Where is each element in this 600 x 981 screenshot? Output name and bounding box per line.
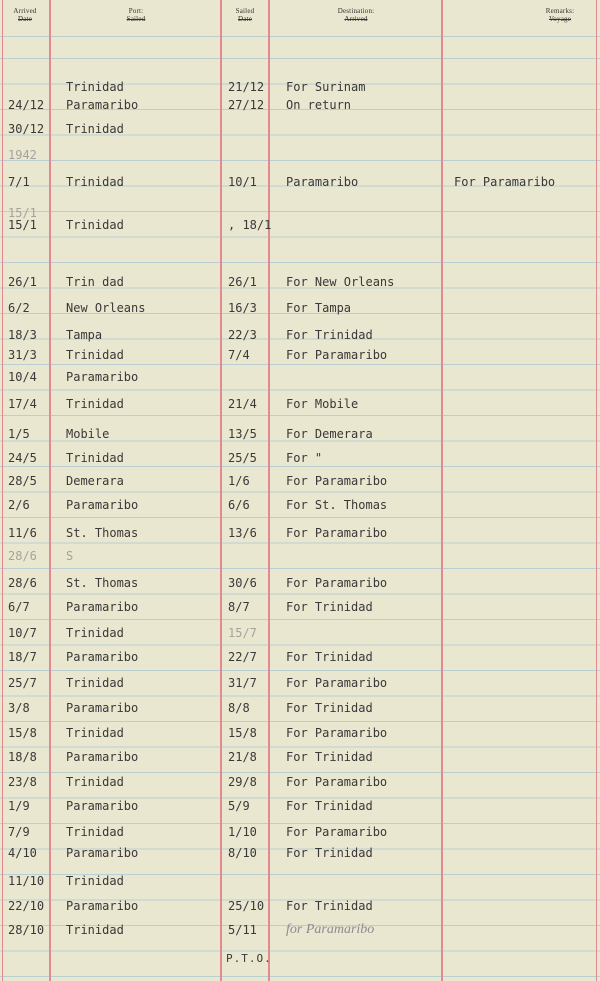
cell-arrived: 30/12 [8, 122, 45, 136]
cell-remarks: For Paramaribo [454, 175, 556, 189]
cell-port: Trinidad [66, 676, 124, 690]
cell-sailed: 7/4 [228, 348, 250, 362]
cell-port: St. Thomas [66, 526, 139, 540]
cell-destination: For Paramaribo [286, 825, 388, 839]
cell-sailed: 15/7 [228, 626, 257, 640]
cell-sailed: 10/1 [228, 175, 257, 189]
cell-arrived: 6/7 [8, 600, 30, 614]
cell-sailed: 22/3 [228, 328, 257, 342]
cell-arrived: 1/9 [8, 799, 30, 813]
cell-sailed: 5/9 [228, 799, 250, 813]
cell-arrived: 15/1 [8, 206, 37, 220]
cell-sailed: 21/8 [228, 750, 257, 764]
cell-sailed: 1/6 [228, 474, 250, 488]
cell-destination: For " [286, 451, 323, 465]
cell-port: Paramaribo [66, 498, 139, 512]
column-rule [268, 0, 270, 981]
cell-sailed: 21/4 [228, 397, 257, 411]
cell-destination: For Trinidad [286, 328, 373, 342]
cell-destination: For St. Thomas [286, 498, 388, 512]
cell-sailed: 8/7 [228, 600, 250, 614]
cell-arrived: 2/6 [8, 498, 30, 512]
cell-port: Paramaribo [66, 701, 139, 715]
cell-port: Paramaribo [66, 899, 139, 913]
header-sailed: Sailed Date [235, 7, 255, 23]
column-rule [2, 0, 3, 981]
cell-port: S [66, 549, 74, 563]
cell-port: Paramaribo [66, 370, 139, 384]
cell-port: Paramaribo [66, 98, 139, 112]
cell-arrived: 24/12 [8, 98, 45, 112]
cell-sailed: 16/3 [228, 301, 257, 315]
cell-port: Demerara [66, 474, 124, 488]
cell-sailed: 25/10 [228, 899, 265, 913]
pto-note: P.T.O. [226, 952, 272, 965]
cell-sailed: 30/6 [228, 576, 257, 590]
cell-port: Paramaribo [66, 799, 139, 813]
cell-arrived: 28/6 [8, 576, 37, 590]
cell-destination: For Trinidad [286, 799, 373, 813]
cell-sailed: 6/6 [228, 498, 250, 512]
cell-arrived: 17/4 [8, 397, 37, 411]
cell-sailed: 8/8 [228, 701, 250, 715]
cell-port: Tampa [66, 328, 103, 342]
cell-port: Paramaribo [66, 750, 139, 764]
cell-destination: For Paramaribo [286, 775, 388, 789]
cell-sailed: 8/10 [228, 846, 257, 860]
cell-sailed: 13/5 [228, 427, 257, 441]
cell-destination: For Demerara [286, 427, 373, 441]
cell-arrived: 31/3 [8, 348, 37, 362]
cell-arrived: 22/10 [8, 899, 45, 913]
cell-arrived: 25/7 [8, 676, 37, 690]
cell-destination: for Paramaribo [286, 922, 375, 937]
cell-sailed: 13/6 [228, 526, 257, 540]
cell-arrived: 7/9 [8, 825, 30, 839]
cell-arrived: 1942 [8, 148, 37, 162]
cell-destination: For Trinidad [286, 899, 373, 913]
cell-sailed: 21/12 [228, 80, 265, 94]
cell-port: Mobile [66, 427, 110, 441]
column-rule [441, 0, 443, 981]
cell-sailed: , 18/1 [228, 218, 272, 232]
cell-sailed: 22/7 [228, 650, 257, 664]
cell-port: Trinidad [66, 175, 124, 189]
cell-arrived: 6/2 [8, 301, 30, 315]
cell-destination: For Tampa [286, 301, 352, 315]
cell-arrived: 11/6 [8, 526, 37, 540]
cell-sailed: 25/5 [228, 451, 257, 465]
header-row [0, 0, 600, 37]
cell-destination: For Trinidad [286, 650, 373, 664]
cell-arrived: 28/5 [8, 474, 37, 488]
column-rule [596, 0, 597, 981]
cell-arrived: 7/1 [8, 175, 30, 189]
cell-arrived: 10/4 [8, 370, 37, 384]
cell-destination: For Paramaribo [286, 676, 388, 690]
cell-arrived: 18/7 [8, 650, 37, 664]
cell-arrived: 28/6 [8, 549, 37, 563]
cell-sailed: 1/10 [228, 825, 257, 839]
column-rule [220, 0, 222, 981]
cell-arrived: 23/8 [8, 775, 37, 789]
header-remarks: Remarks: Voyage [545, 7, 575, 23]
cell-port: Trinidad [66, 775, 124, 789]
cell-port: Trinidad [66, 397, 124, 411]
cell-destination: On return [286, 98, 352, 112]
cell-port: Trinidad [66, 348, 124, 362]
cell-arrived: 18/8 [8, 750, 37, 764]
cell-arrived: 18/3 [8, 328, 37, 342]
cell-port: Paramaribo [66, 846, 139, 860]
cell-arrived: 11/10 [8, 874, 45, 888]
cell-destination: For Paramaribo [286, 726, 388, 740]
cell-destination: For Trinidad [286, 750, 373, 764]
cell-arrived: 24/5 [8, 451, 37, 465]
cell-port: Trinidad [66, 451, 124, 465]
cell-port: Paramaribo [66, 600, 139, 614]
cell-destination: For Mobile [286, 397, 359, 411]
cell-port: Trinidad [66, 726, 124, 740]
cell-sailed: 26/1 [228, 275, 257, 289]
cell-destination: For New Orleans [286, 275, 395, 289]
header-arrived: Arrived Date [13, 7, 37, 23]
cell-sailed: 31/7 [228, 676, 257, 690]
cell-port: St. Thomas [66, 576, 139, 590]
cell-port: Trinidad [66, 80, 124, 94]
cell-port: Trinidad [66, 218, 124, 232]
cell-arrived: 3/8 [8, 701, 30, 715]
cell-sailed: 27/12 [228, 98, 265, 112]
cell-port: Trinidad [66, 874, 124, 888]
cell-arrived: 28/10 [8, 923, 45, 937]
cell-sailed: 29/8 [228, 775, 257, 789]
cell-port: Trinidad [66, 825, 124, 839]
cell-arrived: 15/1 [8, 218, 37, 232]
cell-port: Trinidad [66, 923, 124, 937]
cell-sailed: 5/11 [228, 923, 257, 937]
cell-destination: Paramaribo [286, 175, 359, 189]
cell-arrived: 26/1 [8, 275, 37, 289]
cell-destination: For Trinidad [286, 701, 373, 715]
cell-destination: For Trinidad [286, 846, 373, 860]
cell-destination: For Paramaribo [286, 348, 388, 362]
cell-destination: For Paramaribo [286, 474, 388, 488]
cell-port: Trin dad [66, 275, 124, 289]
cell-destination: For Surinam [286, 80, 366, 94]
cell-arrived: 15/8 [8, 726, 37, 740]
cell-destination: For Paramaribo [286, 526, 388, 540]
cell-port: Paramaribo [66, 650, 139, 664]
cell-arrived: 1/5 [8, 427, 30, 441]
cell-destination: For Trinidad [286, 600, 373, 614]
cell-port: Trinidad [66, 626, 124, 640]
cell-destination: For Paramaribo [286, 576, 388, 590]
header-destination: Destination: Arrived [337, 7, 375, 23]
header-port: Port: Sailed [126, 7, 146, 23]
cell-port: New Orleans [66, 301, 146, 315]
column-rule [49, 0, 51, 981]
cell-arrived: 4/10 [8, 846, 37, 860]
cell-sailed: 15/8 [228, 726, 257, 740]
cell-arrived: 10/7 [8, 626, 37, 640]
cell-port: Trinidad [66, 122, 124, 136]
